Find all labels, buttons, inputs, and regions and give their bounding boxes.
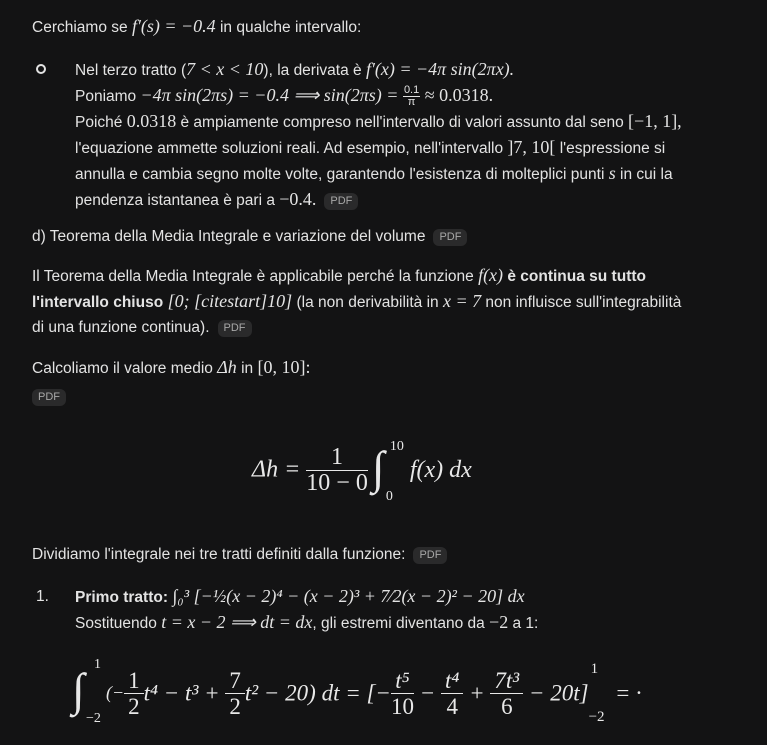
fraction (225, 668, 245, 719)
math: 0.0318 (126, 111, 177, 131)
numerator: 7 (225, 668, 245, 694)
bullet-line-6 (75, 187, 741, 213)
pdf-citation-chip[interactable]: PDF (218, 320, 252, 337)
numerator: 1 (306, 445, 368, 471)
pdf-row (32, 384, 66, 409)
math: ]7, 10[ (507, 137, 556, 157)
math: 7 < x < 10 (186, 59, 264, 79)
text: Poniamo (75, 88, 141, 105)
text: Calcoliamo il valore medio (32, 360, 218, 377)
line (32, 315, 741, 340)
math: −4π sin(2πs) = −0.4 ⟹ sin(2πs) = (140, 85, 403, 105)
integral (70, 657, 106, 726)
text: Dividiamo l'integrale nei tre tratti definiti dalla funzione: (32, 546, 406, 563)
text: pendenza istantanea è pari a (75, 192, 280, 209)
list-number: 1. (36, 588, 49, 605)
denominator: 10 − 0 (306, 469, 368, 496)
fraction (124, 668, 144, 719)
math: −2 (489, 612, 509, 632)
lower-limit: −2 (588, 709, 605, 725)
fraction (490, 668, 523, 719)
math: Δh = (252, 456, 307, 483)
pdf-citation-chip[interactable]: PDF (433, 229, 467, 246)
bullet-line-1 (75, 57, 741, 83)
math: (− (106, 682, 125, 703)
integral (368, 439, 404, 504)
numerator: t⁵ (391, 668, 414, 694)
bold-text: Primo tratto: (75, 589, 168, 606)
math: s (608, 163, 616, 183)
math: ∫₀³ [−½(x − 2)⁴ − (x − 2)³ + 7⁄2(x − 2)² − 20] dx (168, 586, 525, 606)
line (32, 289, 741, 315)
section-heading-d (32, 224, 741, 249)
denominator: 4 (446, 693, 458, 719)
math: t = x − 2 ⟹ dt = dx (161, 612, 313, 632)
text: , gli estremi diventano da (312, 615, 490, 632)
lower-limit: −2 (86, 711, 101, 726)
math: [0, 10]: (257, 357, 311, 377)
paragraph-split (32, 542, 741, 567)
fraction (403, 85, 420, 108)
bullet-line-4 (75, 135, 741, 161)
text: a 1: (508, 615, 539, 632)
text: ), la derivata è (263, 62, 366, 79)
pdf-citation-chip[interactable]: PDF (32, 389, 66, 406)
math: + (463, 680, 491, 706)
math: ≈ 0.0318. (420, 85, 494, 105)
pdf-citation-chip[interactable]: PDF (324, 193, 358, 210)
integral-sign: ∫ (72, 664, 85, 715)
math: x = 7 (442, 291, 482, 311)
numbered-item-1 (75, 584, 741, 636)
math: [0; [citestart]10] (163, 291, 293, 311)
math: t⁴ − t³ + (143, 680, 226, 706)
lower-limit: 0 (385, 489, 393, 504)
text: in cui la (615, 166, 673, 183)
text: in qualche intervallo: (215, 19, 362, 36)
bullet-line-2 (75, 83, 741, 109)
denominator: 6 (501, 693, 513, 719)
text: non influisce sull'integrabilità (481, 294, 682, 311)
math: −0.4. (279, 189, 317, 209)
upper-limit: 10 (389, 439, 404, 454)
denominator: π (407, 96, 416, 109)
bullet-line-3 (75, 109, 741, 135)
paragraph-intro (32, 14, 741, 40)
text: l'espressione si (555, 140, 666, 157)
math: f′(s) = −0.4 (131, 16, 216, 36)
integral-sign: ∫ (371, 442, 385, 493)
text: è ampiamente compreso nell'intervallo di valori assunto dal seno (176, 114, 629, 131)
math: − 20t] (523, 680, 589, 706)
bullet-item (75, 57, 741, 213)
text: di una funzione continua). (32, 319, 210, 336)
bold-text: è continua su tutto (503, 268, 646, 285)
math: f(x) dx (409, 456, 472, 483)
numerator: 0.1 (403, 84, 420, 97)
heading-text: d) Teorema della Media Integrale e variazione del volume (32, 228, 426, 245)
line (75, 610, 741, 636)
math: [−1, 1], (628, 111, 682, 131)
text: Sostituendo (75, 615, 162, 632)
text: annulla e cambia segno molte volte, garantendo l'esistenza di molteplici punti (75, 166, 609, 183)
denominator: 2 (229, 693, 241, 719)
fraction (306, 445, 368, 496)
fraction (441, 668, 463, 719)
text: l'equazione ammette soluzioni reali. Ad esempio, nell'intervallo (75, 140, 508, 157)
numerator: 1 (124, 668, 144, 694)
math: f(x) (478, 265, 504, 285)
line (75, 584, 741, 610)
text: Nel terzo tratto ( (75, 62, 187, 79)
math: = · (610, 680, 643, 706)
upper-limit: 1 (590, 661, 599, 677)
text: (la non derivabilità in (292, 294, 443, 311)
paragraph-mean-value (32, 355, 741, 381)
text: in (236, 360, 258, 377)
denominator: 2 (128, 693, 140, 719)
pdf-citation-chip[interactable]: PDF (413, 547, 447, 564)
numerator: t⁴ (441, 668, 463, 694)
bullet-marker (36, 64, 46, 74)
bullet-line-5 (75, 161, 741, 187)
equation-mean-height (252, 439, 472, 504)
bold-text: l'intervallo chiuso (32, 294, 164, 311)
fraction (391, 668, 414, 719)
text: Poiché (75, 114, 127, 131)
equation-first-segment (70, 657, 643, 726)
text: Il Teorema della Media Integrale è applicabile perché la funzione (32, 268, 479, 285)
math: Δh (217, 357, 237, 377)
paragraph-theorem (32, 263, 741, 340)
numerator: 7t³ (490, 668, 523, 694)
evaluation-limits (589, 663, 611, 723)
text: Cerchiamo se (32, 19, 132, 36)
math: t² − 20) dt = [− (244, 680, 391, 706)
math: f′(x) = −4π sin(2πx). (365, 59, 515, 79)
upper-limit: 1 (94, 657, 101, 672)
denominator: 10 (390, 693, 414, 719)
line (32, 263, 741, 289)
math: − (413, 680, 441, 706)
